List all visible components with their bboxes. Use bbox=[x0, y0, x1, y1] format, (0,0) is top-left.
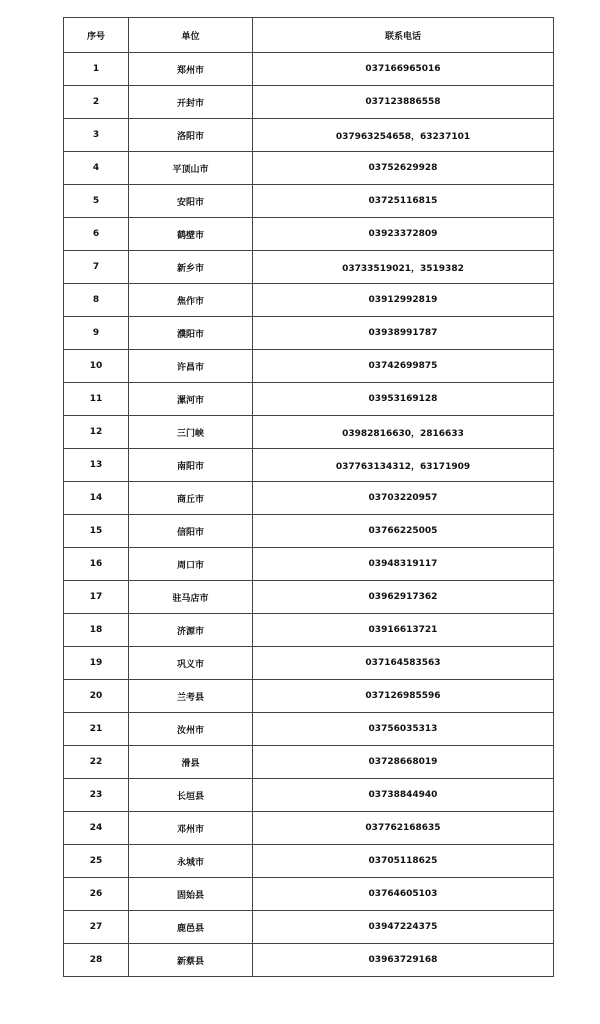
cell-unit: 兰考县 bbox=[129, 680, 253, 713]
cell-serial-number: 1 bbox=[64, 53, 129, 86]
cell-serial-number: 27 bbox=[64, 911, 129, 944]
cell-unit: 焦作市 bbox=[129, 284, 253, 317]
cell-unit: 驻马店市 bbox=[129, 581, 253, 614]
cell-unit: 濮阳市 bbox=[129, 317, 253, 350]
cell-unit: 信阳市 bbox=[129, 515, 253, 548]
table-row bbox=[64, 680, 554, 713]
cell-serial-number: 20 bbox=[64, 680, 129, 713]
cell-contact-phone: 03948319117 bbox=[253, 548, 554, 581]
header-unit: 单位 bbox=[129, 18, 253, 53]
cell-serial-number: 19 bbox=[64, 647, 129, 680]
cell-contact-phone: 03725116815 bbox=[253, 185, 554, 218]
cell-contact-phone: 03912992819 bbox=[253, 284, 554, 317]
cell-unit: 漯河市 bbox=[129, 383, 253, 416]
cell-serial-number: 4 bbox=[64, 152, 129, 185]
cell-serial-number: 22 bbox=[64, 746, 129, 779]
cell-unit: 巩义市 bbox=[129, 647, 253, 680]
cell-contact-phone: 03752629928 bbox=[253, 152, 554, 185]
table-row bbox=[64, 383, 554, 416]
table-row bbox=[64, 812, 554, 845]
table-row bbox=[64, 185, 554, 218]
cell-unit: 永城市 bbox=[129, 845, 253, 878]
table-row bbox=[64, 746, 554, 779]
cell-contact-phone: 03947224375 bbox=[253, 911, 554, 944]
cell-contact-phone: 037126985596 bbox=[253, 680, 554, 713]
cell-serial-number: 14 bbox=[64, 482, 129, 515]
cell-contact-phone: 03982816630，2816633 bbox=[253, 416, 554, 449]
cell-serial-number: 2 bbox=[64, 86, 129, 119]
cell-unit: 长垣县 bbox=[129, 779, 253, 812]
cell-contact-phone: 03916613721 bbox=[253, 614, 554, 647]
cell-contact-phone: 03733519021，3519382 bbox=[253, 251, 554, 284]
contact-table bbox=[63, 17, 554, 977]
cell-unit: 鹿邑县 bbox=[129, 911, 253, 944]
contact-sheet bbox=[63, 17, 553, 977]
cell-serial-number: 25 bbox=[64, 845, 129, 878]
cell-contact-phone: 037164583563 bbox=[253, 647, 554, 680]
table-row bbox=[64, 944, 554, 977]
cell-serial-number: 26 bbox=[64, 878, 129, 911]
cell-unit: 滑县 bbox=[129, 746, 253, 779]
table-header-row bbox=[64, 18, 554, 53]
cell-contact-phone: 037763134312，63171909 bbox=[253, 449, 554, 482]
cell-contact-phone: 03738844940 bbox=[253, 779, 554, 812]
cell-serial-number: 11 bbox=[64, 383, 129, 416]
cell-contact-phone: 037762168635 bbox=[253, 812, 554, 845]
cell-unit: 许昌市 bbox=[129, 350, 253, 383]
table-row bbox=[64, 251, 554, 284]
cell-contact-phone: 03953169128 bbox=[253, 383, 554, 416]
cell-serial-number: 17 bbox=[64, 581, 129, 614]
cell-contact-phone: 037963254658，63237101 bbox=[253, 119, 554, 152]
cell-serial-number: 21 bbox=[64, 713, 129, 746]
cell-serial-number: 8 bbox=[64, 284, 129, 317]
cell-unit: 安阳市 bbox=[129, 185, 253, 218]
cell-unit: 固始县 bbox=[129, 878, 253, 911]
cell-serial-number: 16 bbox=[64, 548, 129, 581]
cell-unit: 周口市 bbox=[129, 548, 253, 581]
cell-serial-number: 23 bbox=[64, 779, 129, 812]
table-row bbox=[64, 779, 554, 812]
cell-unit: 洛阳市 bbox=[129, 119, 253, 152]
cell-unit: 开封市 bbox=[129, 86, 253, 119]
cell-unit: 平顶山市 bbox=[129, 152, 253, 185]
header-contact-phone: 联系电话 bbox=[253, 18, 554, 53]
cell-contact-phone: 03728668019 bbox=[253, 746, 554, 779]
cell-contact-phone: 037123886558 bbox=[253, 86, 554, 119]
cell-serial-number: 5 bbox=[64, 185, 129, 218]
cell-serial-number: 6 bbox=[64, 218, 129, 251]
cell-contact-phone: 03742699875 bbox=[253, 350, 554, 383]
cell-serial-number: 15 bbox=[64, 515, 129, 548]
cell-unit: 汝州市 bbox=[129, 713, 253, 746]
cell-unit: 三门峡 bbox=[129, 416, 253, 449]
cell-serial-number: 7 bbox=[64, 251, 129, 284]
cell-unit: 新蔡县 bbox=[129, 944, 253, 977]
cell-contact-phone: 03764605103 bbox=[253, 878, 554, 911]
cell-contact-phone: 03923372809 bbox=[253, 218, 554, 251]
cell-unit: 济源市 bbox=[129, 614, 253, 647]
cell-unit: 邓州市 bbox=[129, 812, 253, 845]
table-row bbox=[64, 515, 554, 548]
table-row bbox=[64, 416, 554, 449]
cell-unit: 新乡市 bbox=[129, 251, 253, 284]
table-body bbox=[64, 53, 554, 977]
table-row bbox=[64, 647, 554, 680]
cell-serial-number: 12 bbox=[64, 416, 129, 449]
table-row bbox=[64, 878, 554, 911]
cell-contact-phone: 03962917362 bbox=[253, 581, 554, 614]
table-row bbox=[64, 53, 554, 86]
cell-serial-number: 24 bbox=[64, 812, 129, 845]
cell-contact-phone: 03756035313 bbox=[253, 713, 554, 746]
table-row bbox=[64, 284, 554, 317]
cell-unit: 南阳市 bbox=[129, 449, 253, 482]
header-serial-number: 序号 bbox=[64, 18, 129, 53]
cell-unit: 商丘市 bbox=[129, 482, 253, 515]
cell-contact-phone: 03938991787 bbox=[253, 317, 554, 350]
cell-unit: 鹤壁市 bbox=[129, 218, 253, 251]
cell-serial-number: 18 bbox=[64, 614, 129, 647]
cell-serial-number: 10 bbox=[64, 350, 129, 383]
cell-contact-phone: 03963729168 bbox=[253, 944, 554, 977]
table-row bbox=[64, 845, 554, 878]
table-row bbox=[64, 86, 554, 119]
table-row bbox=[64, 911, 554, 944]
table-row bbox=[64, 218, 554, 251]
table-row bbox=[64, 449, 554, 482]
cell-serial-number: 13 bbox=[64, 449, 129, 482]
cell-contact-phone: 03766225005 bbox=[253, 515, 554, 548]
cell-contact-phone: 03703220957 bbox=[253, 482, 554, 515]
cell-serial-number: 28 bbox=[64, 944, 129, 977]
cell-contact-phone: 03705118625 bbox=[253, 845, 554, 878]
table-row bbox=[64, 548, 554, 581]
cell-contact-phone: 037166965016 bbox=[253, 53, 554, 86]
table-row bbox=[64, 614, 554, 647]
cell-unit: 郑州市 bbox=[129, 53, 253, 86]
table-row bbox=[64, 482, 554, 515]
cell-serial-number: 3 bbox=[64, 119, 129, 152]
table-row bbox=[64, 350, 554, 383]
table-row bbox=[64, 317, 554, 350]
table-row bbox=[64, 713, 554, 746]
table-row bbox=[64, 152, 554, 185]
table-row bbox=[64, 581, 554, 614]
table-row bbox=[64, 119, 554, 152]
cell-serial-number: 9 bbox=[64, 317, 129, 350]
